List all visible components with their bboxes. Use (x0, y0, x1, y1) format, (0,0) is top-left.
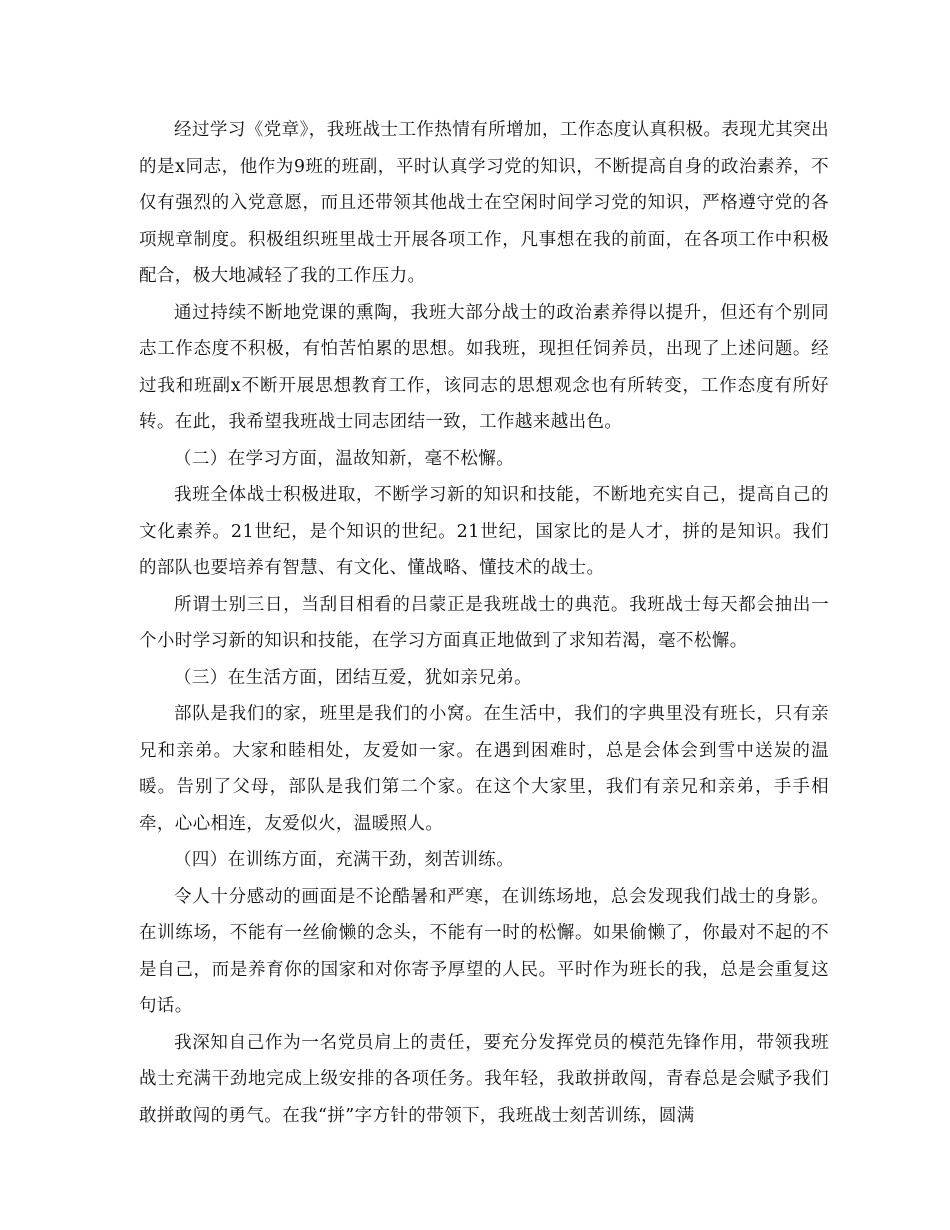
section-heading-life: （三）在生活方面，团结互爱，犹如亲兄弟。 (174, 667, 532, 688)
paragraph-6: 令人十分感动的画面是不论酷暑和严寒，在训练场地，总会发现我们战士的身影。在训练场，不能有一丝偷懒的念头，不能有一时的松懈。如果偷懒了，你最对不起的不是自己，而是养育你的国家和对你寄予厚望的人民。平时作为班长的我，总是会重复这句话。 (139, 886, 829, 1016)
paragraph-3: 我班全体战士积极进取，不断学习新的知识和技能，不断地充实自己，提高自己的文化素养。21世纪，是个知识的世纪。21世纪，国家比的是人才，拼的是知识。我们的部队也要培养有智慧、有文化、懂战略、懂技术的战士。 (139, 485, 829, 578)
paragraph-5: 部队是我们的家，班里是我们的小窝。在生活中，我们的字典里没有班长，只有亲兄和亲弟。大家和睦相处，友爱如一家。在遇到困难时，总是会体会到雪中送炭的温暖。告别了父母，部队是我们第二个家。在这个大家里，我们有亲兄和亲弟，手手相牵，心心相连，友爱似火，温暖照人。 (139, 704, 829, 834)
section-heading-study: （二）在学习方面，温故知新，毫不松懈。 (174, 448, 515, 469)
paragraph-2: 通过持续不断地党课的熏陶，我班大部分战士的政治素养得以提升，但还有个别同志工作态度不积极，有怕苦怕累的思想。如我班，现担任饲养员，出现了上述问题。经过我和班副x不断开展思想教育工作，该同志的思想观念也有所转变，工作态度有所好转。在此，我希望我班战士同志团结一致，工作越来越出色。 (139, 302, 829, 432)
paragraph-7: 我深知自己作为一名党员肩上的责任，要充分发挥党员的模范先锋作用，带领我班战士充满干劲地完成上级安排的各项任务。我年轻，我敢拼敢闯，青春总是会赋予我们敢拼敢闯的勇气。在我“拼”字方针的带领下，我班战士刻苦训练，圆满 (139, 1032, 829, 1126)
paragraph-4: 所谓士别三日，当刮目相看的吕蒙正是我班战士的典范。我班战士每天都会抽出一个小时学习新的知识和技能，在学习方面真正地做到了求知若渴，毫不松懈。 (139, 594, 829, 651)
paragraph-1: 经过学习《党章》，我班战士工作热情有所增加，工作态度认真积极。表现尤其突出的是x同志，他作为9班的班副，平时认真学习党的知识，不断提高自身的政治素养，不仅有强烈的入党意愿，而且还带领其他战士在空闲时间学习党的知识，严格遵守党的各项规章制度。积极组织班里战士开展各项工作，凡事想在我的前面，在各项工作中积极配合，极大地减轻了我的工作压力。 (139, 120, 829, 286)
document-body (139, 112, 829, 1134)
section-heading-training: （四）在训练方面，充满干劲，刻苦训练。 (174, 850, 515, 870)
